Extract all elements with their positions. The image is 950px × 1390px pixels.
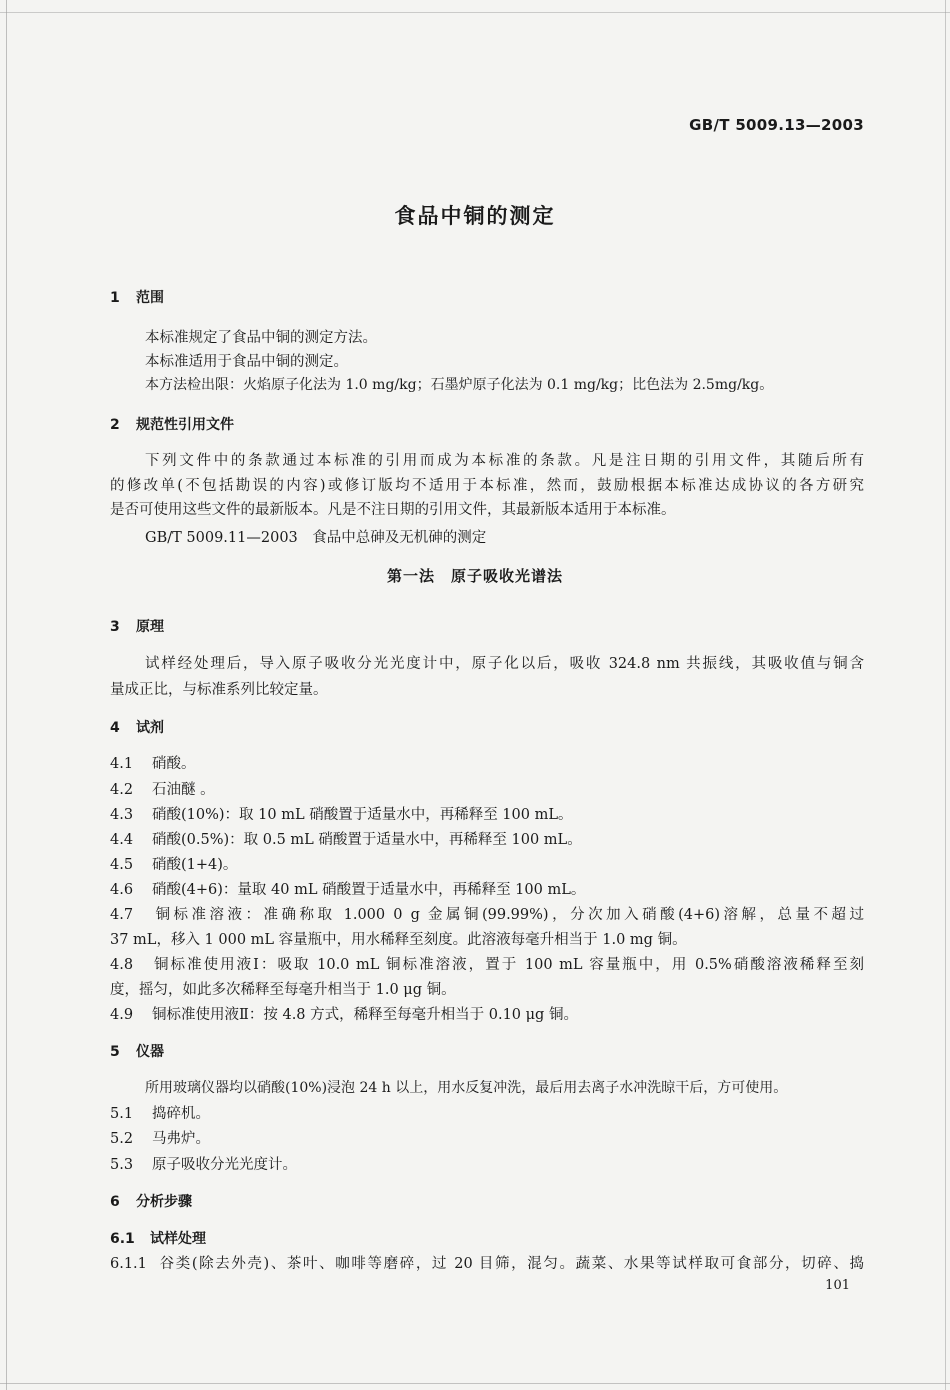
reagent-item: 4.8 铜标准使用液Ⅰ：吸取 10.0 mL 铜标准溶液，置于 100 mL 容量瓶中，用 0.5%硝酸溶液稀释至刻 [110, 957, 864, 973]
scope-paragraph-2: 本标准适用于食品中铜的测定。 [145, 354, 348, 370]
scope-paragraph-3: 本方法检出限：火焰原子化法为 1.0 mg/kg；石墨炉原子化法为 0.1 mg/kg；比色法为 2.5mg/kg。 [145, 377, 774, 393]
procedure-item: 6.1.1 谷类(除去外壳)、茶叶、咖啡等磨碎，过 20 目筛，混匀。蔬菜、水果等试样取可食部分，切碎、捣 [110, 1256, 864, 1272]
section-heading-scope: 1 范围 [110, 290, 164, 306]
reagent-item: 4.7 铜标准溶液：准确称取 1.000 0 g 金属铜(99.99%)，分次加入硝酸(4+6)溶解，总量不超过 [110, 907, 864, 923]
referenced-document: GB/T 5009.11—2003 食品中总砷及无机砷的测定 [145, 530, 487, 546]
reagent-item-continuation: 度，摇匀，如此多次稀释至每毫升相当于 1.0 μg 铜。 [110, 982, 456, 998]
references-line-3: 是否可使用这些文件的最新版本。凡是不注日期的引用文件，其最新版本适用于本标准。 [110, 502, 676, 518]
section-heading-reagents: 4 试剂 [110, 720, 164, 736]
scan-edge-bottom [0, 1383, 950, 1384]
reagent-item: 4.4 硝酸(0.5%)：取 0.5 mL 硝酸置于适量水中，再稀释至 100 mL。 [110, 832, 582, 848]
reagent-item: 4.3 硝酸(10%)：取 10 mL 硝酸置于适量水中，再稀释至 100 mL。 [110, 807, 573, 823]
section-heading-references: 2 规范性引用文件 [110, 417, 234, 433]
reagent-item-continuation: 37 mL，移入 1 000 mL 容量瓶中，用水稀释至刻度。此溶液每毫升相当于 1.0 mg 铜。 [110, 932, 687, 948]
apparatus-item: 5.3 原子吸收分光光度计。 [110, 1157, 297, 1173]
apparatus-intro: 所用玻璃仪器均以硝酸(10%)浸泡 24 h 以上，用水反复冲洗，最后用去离子水冲洗晾干后，方可使用。 [145, 1080, 788, 1096]
apparatus-item: 5.2 马弗炉。 [110, 1131, 210, 1147]
method-title: 第一法 原子吸收光谱法 [386, 567, 563, 585]
reagent-item: 4.5 硝酸(1+4)。 [110, 857, 238, 873]
section-heading-procedure: 6 分析步骤 [110, 1194, 192, 1210]
references-line-1: 下列文件中的条款通过本标准的引用而成为本标准的条款。凡是注日期的引用文件，其随后所有 [145, 453, 864, 469]
subsection-heading-sample-treatment: 6.1 试样处理 [110, 1231, 206, 1247]
scan-edge-top [0, 12, 950, 13]
reagent-item: 4.9 铜标准使用液Ⅱ：按 4.8 方式，稀释至每毫升相当于 0.10 μg 铜。 [110, 1007, 578, 1023]
section-heading-apparatus: 5 仪器 [110, 1044, 164, 1060]
document-title: 食品中铜的测定 [394, 204, 556, 228]
reagent-item: 4.2 石油醚 。 [110, 782, 215, 798]
reagent-item: 4.1 硝酸。 [110, 756, 196, 772]
section-heading-principle: 3 原理 [110, 619, 164, 635]
principle-line-2: 量成正比，与标准系列比较定量。 [110, 682, 328, 698]
apparatus-item: 5.1 捣碎机。 [110, 1106, 210, 1122]
principle-line-1: 试样经处理后，导入原子吸收分光光度计中，原子化以后，吸收 324.8 nm 共振线，其吸收值与铜含 [145, 656, 864, 672]
references-line-2: 的修改单(不包括勘误的内容)或修订版均不适用于本标准，然而，鼓励根据本标准达成协议的各方研究 [110, 478, 864, 494]
reagent-item: 4.6 硝酸(4+6)：量取 40 mL 硝酸置于适量水中，再稀释至 100 mL。 [110, 882, 586, 898]
page-number: 101 [825, 1278, 850, 1293]
scope-paragraph-1: 本标准规定了食品中铜的测定方法。 [145, 330, 377, 346]
standard-number: GB/T 5009.13—2003 [689, 116, 864, 134]
